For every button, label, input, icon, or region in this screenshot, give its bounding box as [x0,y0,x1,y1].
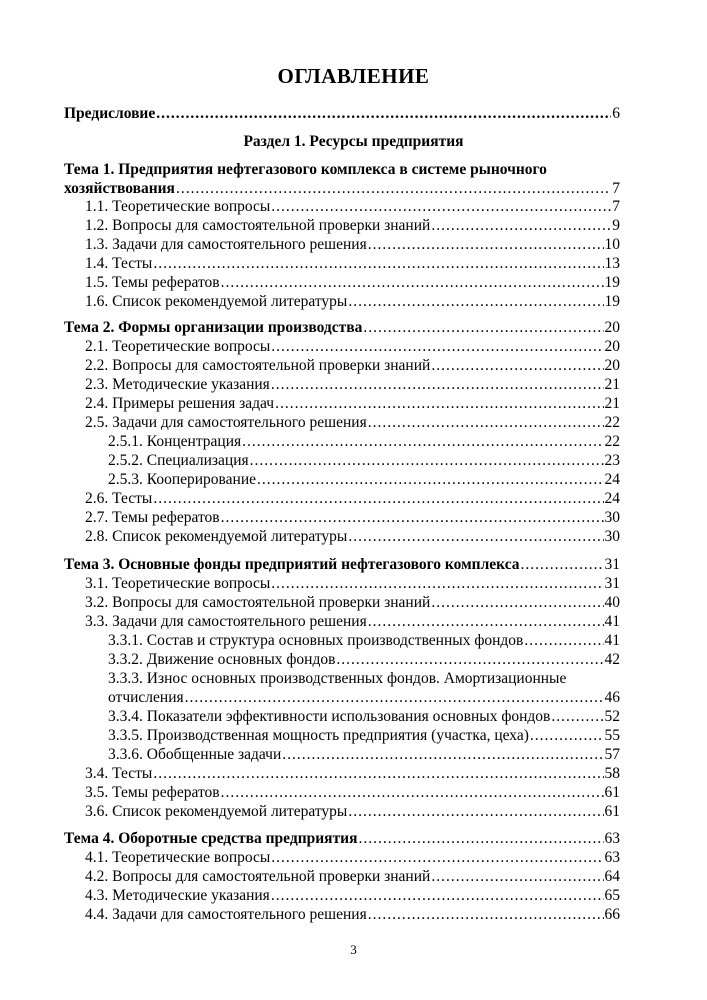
toc-entry-page: 46 [604,689,620,706]
dot-leader [363,318,603,338]
toc-entry-label: Тема 4. Оборотные средства предприятия [64,830,358,847]
dot-leader [185,688,604,708]
toc-entry-page: 24 [604,490,620,507]
toc-entry-page: 6 [612,105,620,122]
toc-entry-preface [64,104,620,124]
toc-entry-page: 63 [604,830,620,847]
dot-leader [368,413,604,433]
toc-subentry [108,650,620,670]
toc-entry-label: Тема 3. Основные фонды предприятий нефтегазового комплекса [64,556,520,573]
toc-entry-page: 19 [604,274,620,291]
dot-leader [156,104,611,124]
toc-entry-label: отчисления [108,689,184,706]
toc-entry-page: 64 [604,868,620,885]
dot-leader [275,394,603,414]
toc-entry [85,394,620,414]
toc-entry-page: 61 [604,803,620,820]
toc-entry-label: 2.5. Задачи для самостоятельного решения [85,414,367,431]
toc-entry-page: 20 [604,319,620,336]
toc-entry-label: 2.5.3. Кооперирование [108,471,256,488]
toc-entry-label: 4.3. Методические указания [85,887,270,904]
toc-entry [85,593,620,613]
toc-entry-label: 2.3. Методические указания [85,376,270,393]
toc-entry-page: 40 [604,594,620,611]
toc-entry-label: 3.3. Задачи для самостоятельного решения [85,613,367,630]
toc-entry-label: 4.4. Задачи для самостоятельного решения [85,906,367,923]
toc-entry-label: 2.1. Теоретические вопросы [85,338,271,355]
toc-entry-label: 2.5.2. Специализация [108,452,249,469]
toc-entry [85,905,620,925]
page-number: 3 [350,942,357,957]
dot-leader [524,631,603,651]
toc-entry-page: 41 [604,613,620,630]
dot-leader [348,292,603,312]
toc-entry-label: 1.5. Темы рефератов [85,274,220,291]
dot-leader [250,451,604,471]
toc-entry-label: 4.1. Теоретические вопросы [85,849,271,866]
dot-leader [431,593,603,613]
toc-entry-page: 21 [604,395,620,412]
toc-subentry-line1: 3.3.3. Износ основных производственных фондов. Амортизационные [108,670,567,687]
dot-leader [153,254,603,274]
toc-entry [85,848,620,868]
dot-leader [521,555,604,575]
toc-entry-page: 63 [604,849,620,866]
toc-topic-1-title-line1: Тема 1. Предприятия нефтегазового комплекса в системе рыночного [64,161,547,178]
toc-entry-label: 2.5.1. Концентрация [108,433,242,450]
section-heading: Раздел 1. Ресурсы предприятия [243,133,464,150]
toc-entry-page: 31 [604,575,620,592]
toc-entry-label: 3.1. Теоретические вопросы [85,575,271,592]
toc-entry [85,802,620,822]
dot-leader [271,848,603,868]
toc-entry-page: 9 [612,217,620,234]
toc-entry-page: 31 [604,556,620,573]
toc-entry [85,413,620,433]
toc-entry-label: 2.2. Вопросы для самостоятельной проверки знаний [85,357,431,374]
toc-entry [85,783,620,803]
toc-entry-page: 7 [612,180,620,197]
page-title: ОГЛАВЛЕНИЕ [277,64,430,88]
toc-entry-page: 23 [604,452,620,469]
toc-entry-page: 66 [604,906,620,923]
toc-entry-page: 13 [604,255,620,272]
toc-entry [85,292,620,312]
toc-entry-label: 3.6. Список рекомендуемой литературы [85,803,348,820]
toc-entry-label: 4.2. Вопросы для самостоятельной проверки знаний [85,868,431,885]
toc-entry-label: 2.4. Примеры решения задач [85,395,275,412]
toc-entry-page: 21 [604,376,620,393]
dot-leader [271,337,603,357]
dot-leader [153,489,603,509]
toc-entry [85,886,620,906]
toc-topic-3 [64,555,620,575]
toc-entry [85,235,620,255]
toc-entry-page: 20 [604,357,620,374]
toc-entry-label: 1.4. Тесты [85,255,153,272]
dot-leader [348,527,603,547]
toc-entry-page: 10 [604,236,620,253]
toc-entry-label: 2.6. Тесты [85,490,153,507]
toc-entry-page: 30 [604,509,620,526]
toc-entry-label: Тема 2. Формы организации производства [64,319,363,336]
dot-leader [271,886,604,906]
dot-leader [530,726,604,746]
toc-entry [85,612,620,632]
toc-entry-page: 20 [604,338,620,355]
toc-entry-page: 61 [604,784,620,801]
toc-entry-label: 3.3.4. Показатели эффективности использования основных фондов [108,708,551,725]
dot-leader [271,375,604,395]
dot-leader [431,867,603,887]
dot-leader [242,432,603,452]
dot-leader [431,356,603,376]
toc-entry [85,197,620,217]
dot-leader [271,574,603,594]
toc-entry-label: 3.3.6. Обобщенные задачи [108,746,282,763]
dot-leader [221,273,604,293]
toc-entry-label: 3.3.5. Производственная мощность предприятия (участка, цеха) [108,727,529,744]
dot-leader [551,707,603,727]
toc-subentry [108,745,620,765]
toc-entry-page: 24 [604,471,620,488]
dot-leader [359,829,604,849]
toc-entry-label: 2.8. Список рекомендуемой литературы [85,528,348,545]
toc-entry-page: 19 [604,293,620,310]
dot-leader [153,764,603,784]
toc-entry-label: 2.7. Темы рефератов [85,509,220,526]
toc-entry-label: 3.3.2. Движение основных фондов [108,651,336,668]
dot-leader [271,197,611,217]
dot-leader [221,508,604,528]
toc-entry-label: 1.6. Список рекомендуемой литературы [85,293,348,310]
toc-entry [85,375,620,395]
toc-subentry [108,470,620,490]
toc-topic-2 [64,318,620,338]
toc-topic-4 [64,829,620,849]
toc-entry-label: Предисловие [64,105,156,122]
dot-leader [176,179,611,199]
toc-entry-page: 58 [604,765,620,782]
toc-subentry [108,688,620,708]
dot-leader [368,905,604,925]
toc-entry [85,764,620,784]
toc-subentry [108,631,620,651]
toc-subentry [108,432,620,452]
toc-entry-page: 30 [604,528,620,545]
toc-entry-label: 3.5. Темы рефератов [85,784,220,801]
toc-entry-label: 3.3.1. Состав и структура основных производственных фондов [108,632,524,649]
dot-leader [282,745,603,765]
toc-subentry [108,451,620,471]
toc-entry-page: 65 [604,887,620,904]
toc-entry-page: 52 [604,708,620,725]
toc-entry [85,337,620,357]
toc-entry [85,489,620,509]
dot-leader [336,650,603,670]
toc-entry [85,254,620,274]
toc-entry-page: 41 [604,632,620,649]
toc-entry [85,527,620,547]
dot-leader [348,802,603,822]
toc-entry-page: 42 [604,651,620,668]
toc-subentry [108,707,620,727]
toc-entry-page: 7 [612,198,620,215]
toc-entry-page: 55 [604,727,620,744]
toc-topic-1 [64,179,620,199]
toc-entry [85,574,620,594]
dot-leader [431,216,611,236]
toc-entry-label: 3.4. Тесты [85,765,153,782]
toc-entry-page: 22 [604,433,620,450]
toc-entry-label: хозяйствования [64,180,175,197]
toc-entry-label: 3.2. Вопросы для самостоятельной проверки знаний [85,594,431,611]
toc-entry [85,216,620,236]
toc-entry [85,356,620,376]
dot-leader [257,470,604,490]
dot-leader [368,235,604,255]
toc-entry-label: 1.1. Теоретические вопросы [85,198,271,215]
toc-entry [85,508,620,528]
dot-leader [221,783,604,803]
dot-leader [368,612,604,632]
toc-entry-label: 1.3. Задачи для самостоятельного решения [85,236,367,253]
toc-entry [85,867,620,887]
toc-entry-page: 22 [604,414,620,431]
toc-entry [85,273,620,293]
toc-entry-page: 57 [604,746,620,763]
toc-entry-label: 1.2. Вопросы для самостоятельной проверки знаний [85,217,431,234]
toc-subentry [108,726,620,746]
